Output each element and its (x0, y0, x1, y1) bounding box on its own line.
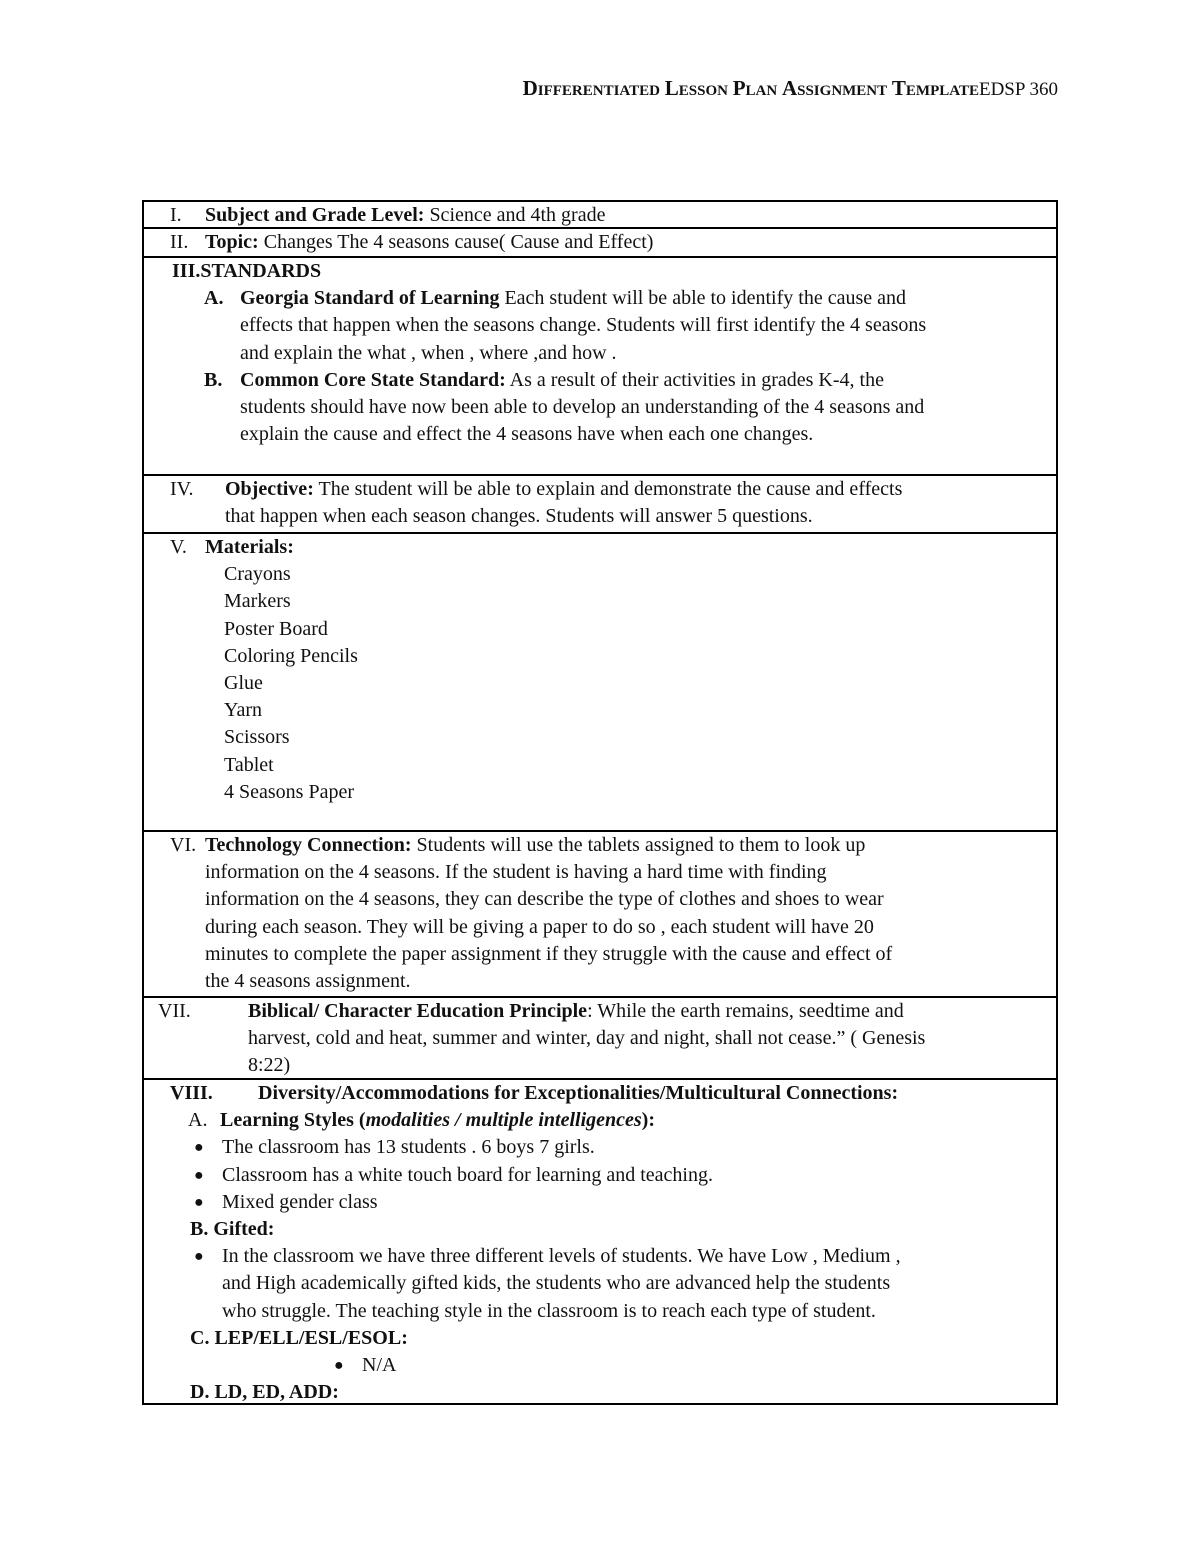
subject-value: Science and 4th grade (424, 204, 606, 226)
section-technology (142, 832, 1058, 998)
georgia-standard-line: effects that happen when the seasons change. Students will first identify the 4 seasons (240, 314, 927, 337)
bullet-icon: ● (194, 1193, 204, 1211)
document-header (0, 76, 1058, 101)
biblical-label: Biblical/ Character Education Principle (248, 1000, 588, 1022)
subsection-letter: A. (188, 1109, 208, 1132)
technology-line: information on the 4 seasons. If the student is having a hard time with finding (205, 861, 827, 884)
biblical-text: : While the earth remains, seedtime and (587, 1000, 904, 1022)
standards-title: STANDARDS (200, 260, 322, 282)
common-core-line: explain the cause and effect the 4 seasons have when each one changes. (240, 423, 814, 446)
list-item: Yarn (224, 699, 262, 722)
technology-label: Technology Connection: (205, 834, 412, 856)
subject-label: Subject and Grade Level: (205, 204, 425, 226)
section-number: VI. (170, 834, 197, 856)
list-item (144, 1352, 1056, 1379)
section-materials (142, 534, 1058, 832)
list-item: Crayons (224, 563, 291, 586)
bullet-text: Mixed gender class (222, 1190, 378, 1213)
lesson-plan-table (142, 200, 1058, 1405)
objective-label: Objective: (225, 478, 314, 500)
learning-styles-end: ): (641, 1109, 655, 1132)
bullet-text: In the classroom we have three different levels of students. We have Low , Medium , (222, 1245, 901, 1268)
diversity-title: Diversity/Accommodations for Exceptionalities/Multicultural Connections: (258, 1082, 899, 1104)
bullet-icon: ● (194, 1166, 204, 1184)
common-core-label: Common Core State Standard: (240, 368, 506, 391)
georgia-standard-text: Each student will be able to identify the cause and (499, 287, 906, 310)
bullet-text: Classroom has a white touch board for learning and teaching. (222, 1163, 713, 1186)
header-title: DIFFERENTIATED LESSON PLAN ASSIGNMENT TEMPLATE (522, 76, 979, 100)
section-number: V. (170, 536, 187, 558)
bullet-text: The classroom has 13 students . 6 boys 7 girls. (222, 1136, 595, 1159)
georgia-standard-line: and explain the what , when , where ,and how . (240, 341, 617, 364)
list-item (144, 1189, 1056, 1216)
objective-text: The student will be able to explain and demonstrate the cause and effects (313, 478, 903, 500)
section-number: IV. (170, 478, 194, 500)
technology-line: minutes to complete the paper assignment if they struggle with the cause and effect of (205, 942, 893, 965)
common-core-text: As a result of their activities in grades K-4, the (505, 368, 884, 391)
course-code: EDSP 360 (978, 79, 1058, 100)
list-item: Markers (224, 590, 291, 613)
learning-styles-italic: modalities / multiple intelligences (365, 1109, 642, 1132)
section-number: VII. (158, 1000, 191, 1022)
section-objective (142, 476, 1058, 534)
section-number: II. (170, 231, 189, 253)
list-item: Coloring Pencils (224, 644, 358, 667)
section-standards (142, 258, 1058, 476)
biblical-line: harvest, cold and heat, summer and winter, day and night, shall not cease.” ( Genesis (248, 1027, 926, 1050)
learning-styles-label: Learning Styles ( (220, 1109, 366, 1132)
section-number: VIII. (170, 1082, 213, 1104)
standard-letter: A. (204, 287, 224, 310)
list-item: Glue (224, 672, 263, 695)
bullet-icon: ● (194, 1139, 204, 1157)
section-diversity (142, 1080, 1058, 1405)
common-core-line: students should have now been able to develop an understanding of the 4 seasons and (240, 396, 925, 419)
bullet-text: N/A (362, 1354, 397, 1377)
list-item: 4 Seasons Paper (224, 780, 354, 803)
section-subject (142, 200, 1058, 229)
standard-letter: B. (204, 368, 223, 391)
list-item: Scissors (224, 726, 290, 749)
biblical-line: 8:22) (248, 1054, 291, 1077)
section-biblical (142, 998, 1058, 1080)
section-number: III. (172, 260, 201, 282)
list-item: Tablet (224, 753, 274, 776)
bullet-icon: ● (194, 1248, 204, 1266)
section-topic (142, 229, 1058, 258)
georgia-standard-label: Georgia Standard of Learning (240, 287, 500, 310)
technology-line: the 4 seasons assignment. (205, 970, 411, 993)
bullet-text: and High academically gifted kids, the students who are advanced help the students (222, 1272, 891, 1295)
topic-value: Changes The 4 seasons cause( Cause and Effect) (258, 231, 654, 253)
lep-ell-label: C. LEP/ELL/ESL/ESOL: (190, 1326, 408, 1349)
objective-line: that happen when each season changes. Students will answer 5 questions. (225, 505, 813, 528)
bullet-icon: ● (334, 1357, 344, 1375)
technology-text: Students will use the tablets assigned to them to look up (411, 834, 866, 856)
section-number: I. (170, 204, 182, 226)
list-item (144, 1162, 1056, 1189)
bullet-text: who struggle. The teaching style in the classroom is to reach each type of student. (222, 1299, 876, 1322)
list-item: Poster Board (224, 617, 328, 640)
ld-ed-add-label: D. LD, ED, ADD: (190, 1381, 339, 1404)
materials-list (144, 561, 1056, 806)
materials-label: Materials: (205, 536, 294, 558)
technology-line: during each season. They will be giving a paper to do so , each student will have 20 (205, 915, 874, 938)
topic-label: Topic: (205, 231, 259, 253)
gifted-label: B. Gifted: (190, 1218, 275, 1241)
list-item (144, 1243, 1056, 1325)
technology-line: information on the 4 seasons, they can describe the type of clothes and shoes to wear (205, 888, 884, 911)
list-item (144, 1134, 1056, 1161)
